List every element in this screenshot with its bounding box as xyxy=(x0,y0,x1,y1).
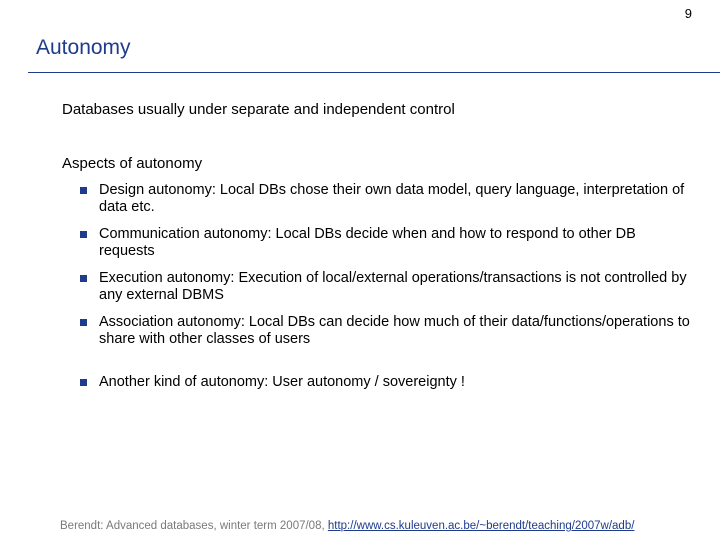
bullet-text: Association autonomy: Local DBs can decide how much of their data/functions/operations to share with other classes of users xyxy=(99,314,690,347)
page-number: 9 xyxy=(684,6,692,21)
bullet-text: Execution autonomy: Execution of local/external operations/transactions is not controlled by any external DBMS xyxy=(99,270,687,303)
bullet-text: Another kind of autonomy: User autonomy / sovereignty ! xyxy=(99,374,465,390)
footer xyxy=(60,520,634,532)
square-bullet-icon xyxy=(80,379,87,386)
intro-text: Databases usually under separate and independent control xyxy=(62,101,455,118)
bullet-item-user-autonomy xyxy=(80,374,690,391)
square-bullet-icon xyxy=(80,275,87,282)
footer-link[interactable]: http://www.cs.kuleuven.ac.be/~berendt/teaching/2007w/adb/ xyxy=(327,520,635,532)
bullet-item-execution xyxy=(80,270,690,304)
title-divider xyxy=(28,72,720,73)
bullet-text: Communication autonomy: Local DBs decide when and how to respond to other DB requests xyxy=(99,226,636,259)
square-bullet-icon xyxy=(80,319,87,326)
aspects-heading: Aspects of autonomy xyxy=(62,155,203,172)
footer-text: Berendt: Advanced databases, winter term 2007/08, xyxy=(60,520,328,532)
bullet-item-design xyxy=(80,182,690,216)
square-bullet-icon xyxy=(80,231,87,238)
square-bullet-icon xyxy=(80,187,87,194)
bullet-text: Design autonomy: Local DBs chose their own data model, query language, interpretation of data etc. xyxy=(99,182,685,215)
bullet-list xyxy=(80,182,690,401)
bullet-item-association xyxy=(80,314,690,348)
slide-title: Autonomy xyxy=(36,36,131,59)
bullet-item-communication xyxy=(80,226,690,260)
